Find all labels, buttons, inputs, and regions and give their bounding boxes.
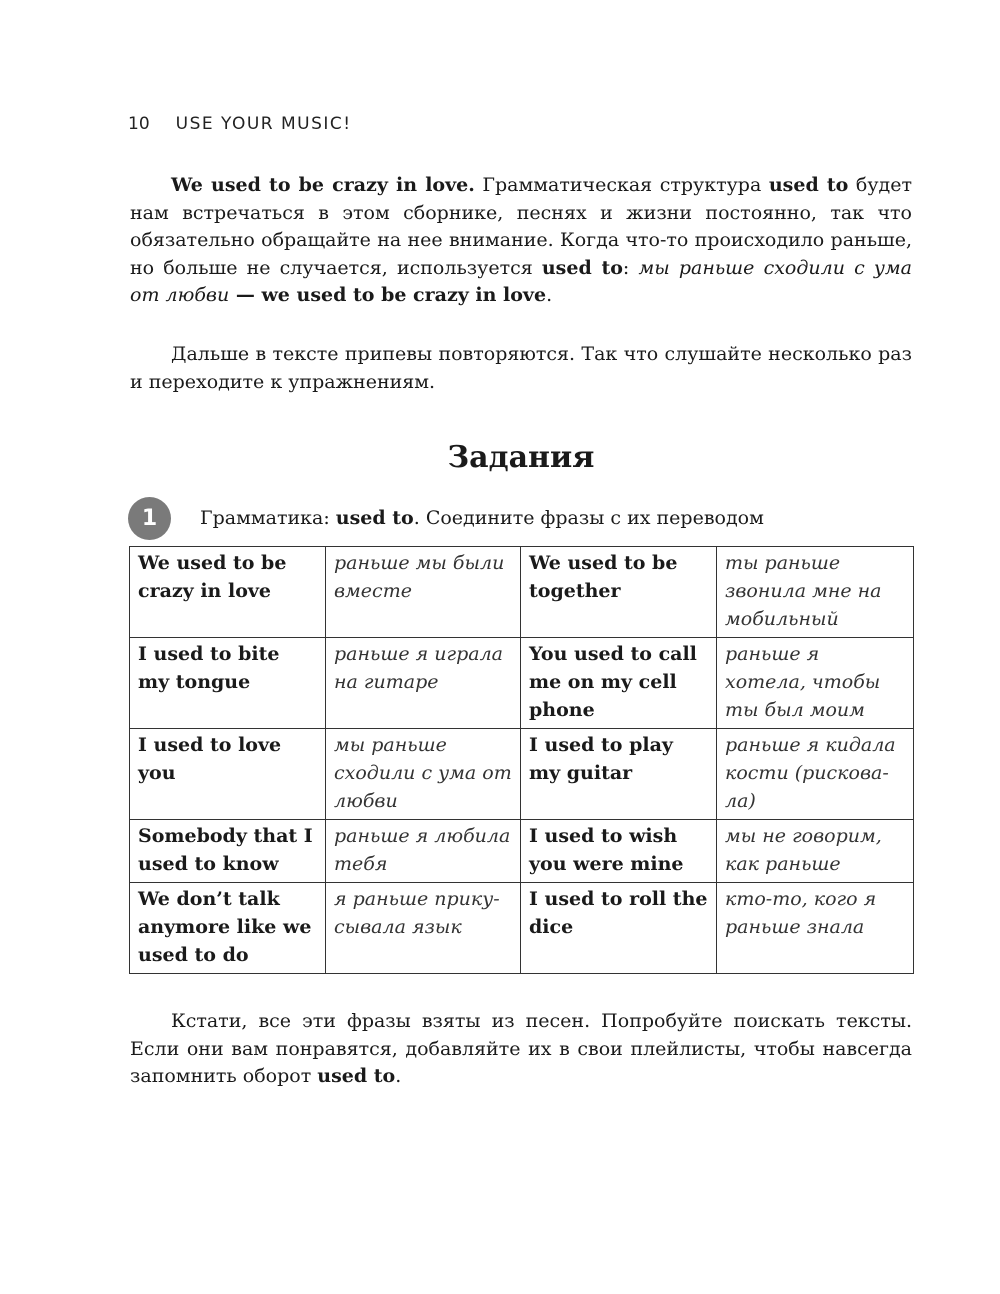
english-phrase-cell: We don’t talk anymore like we used to do (130, 883, 326, 974)
text-run: . (395, 1065, 402, 1087)
table-row (130, 820, 914, 883)
running-title: USE YOUR MUSIC! (175, 114, 352, 134)
russian-translation-cell: раньше я кидала кости (рискова-ла) (717, 729, 914, 820)
italic-translation: мы раньше сходили с ума от любви (130, 256, 912, 306)
bold-phrase: — we used to be crazy in love (229, 284, 547, 306)
text-run: . Соедините фразы с их переводом (413, 507, 764, 529)
bold-phrase: We used to be crazy in love. (171, 174, 475, 196)
russian-translation-cell: раньше мы были вместе (326, 547, 521, 638)
russian-translation-cell: кто-то, кого я раньше знала (717, 883, 914, 974)
bold-term: used to (768, 174, 849, 196)
russian-translation-cell: мы раньше сходили с ума от любви (326, 729, 521, 820)
text-run: : (622, 256, 639, 279)
russian-translation-cell: раньше я играла на гитаре (326, 638, 521, 729)
page-number: 10 (128, 114, 150, 134)
russian-translation-cell: ты раньше звонила мне на мобильный (717, 547, 914, 638)
english-phrase-cell: I used to wish you were mine (521, 820, 717, 883)
table-row (130, 547, 914, 638)
english-phrase-cell: We used to be crazy in love (130, 547, 326, 638)
bold-term: used to (317, 1065, 396, 1087)
english-phrase-cell: We used to be together (521, 547, 717, 638)
task-instruction (200, 505, 764, 532)
text-run: . (546, 284, 553, 306)
running-head (128, 114, 352, 134)
english-phrase-cell: You used to call me on my cell phone (521, 638, 717, 729)
closing-paragraph (130, 1008, 912, 1091)
english-phrase-cell: I used to play my guitar (521, 729, 717, 820)
text-run: Кстати, все эти фразы взяты из песен. Попробуйте поискать тексты. Если они вам понравятся, добавляйте их в свои плейлисты, чтобы навсегда запомнить оборот (130, 1010, 912, 1087)
russian-translation-cell: раньше я хотела, чтобы ты был моим (717, 638, 914, 729)
matching-table (129, 546, 914, 974)
text-run: Грамматика: (200, 507, 336, 529)
english-phrase-cell: I used to roll the dice (521, 883, 717, 974)
english-phrase-cell: Somebody that I used to know (130, 820, 326, 883)
table-row (130, 883, 914, 974)
russian-translation-cell: мы не говорим, как раньше (717, 820, 914, 883)
table-row (130, 729, 914, 820)
english-phrase-cell: I used to love you (130, 729, 326, 820)
task-number-badge: 1 (128, 497, 171, 540)
english-phrase-cell: I used to bite my tongue (130, 638, 326, 729)
bold-term: used to (541, 256, 623, 279)
chorus-paragraph: Дальше в тексте припевы повторяются. Так что слушайте несколько раз и переходите к упражнениям. (130, 343, 912, 393)
intro-paragraph (130, 172, 912, 310)
text-run: Грамматическая структура (474, 174, 769, 196)
russian-translation-cell: раньше я любила тебя (326, 820, 521, 883)
bold-term: used to (335, 507, 414, 529)
russian-translation-cell: я раньше прику-сывала язык (326, 883, 521, 974)
table-row (130, 638, 914, 729)
text-run: будет нам встречаться в этом сборнике, песнях и жизни постоянно, так что обязательно обращайте на нее внимание. Когда что-то происходило раньше, но больше не случается, используется (130, 174, 912, 279)
section-title: Задания (447, 440, 595, 475)
